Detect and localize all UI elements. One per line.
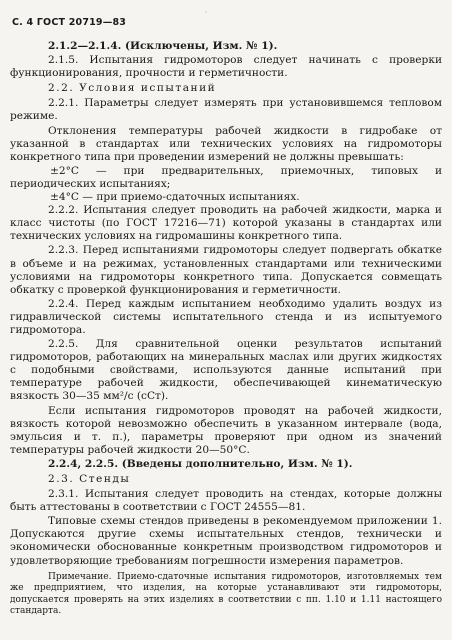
- tolerance-4c: ±4°С — при приемо-сдаточных испытаниях.: [50, 191, 300, 204]
- section-heading-2-3: 2.3. Стенды: [48, 473, 131, 485]
- paragraph-2-2-5: 2.2.5. Для сравнительной оценки результатов испытаний гидромоторов, работающих на минеральных маслах или других жидкостях с подобными свойствами, используются данные испытаний при температуре рабочей жидкости, обеспечивающей кинематическую вязкость 30—35 мм²/с (сСт).: [10, 338, 442, 403]
- page-header: С. 4 ГОСТ 20719—83: [12, 17, 127, 28]
- note-paragraph: Примечание. Приемо-сдаточные испытания гидромоторов, изготовляемых тем же предприятием, что изделия, на которые устанавливают эти гидромоторы, допускается проверять на этих изделиях в соответствии с пп. 1.10 и 1.11 настоящего стандарта.: [10, 571, 442, 617]
- paragraph-2-1-5: 2.1.5. Испытания гидромоторов следует начинать с проверки функционирования, прочности и герметичности.: [10, 54, 442, 80]
- paragraph-temperature-deviation: Отклонения температуры рабочей жидкости в гидробаке от указанной в стандартах или технических условиях на гидромоторы конкретного типа при проведении измерений не должны превышать:: [10, 124, 442, 163]
- paragraph-2-1-2: 2.1.2—2.1.4. (Исключены, Изм. № 1).: [48, 40, 278, 52]
- section-heading-2-2: 2.2. Условия испытаний: [48, 82, 217, 95]
- paragraph-amendment: 2.2.4, 2.2.5. (Введены дополнительно, Изм. № 1).: [48, 457, 353, 470]
- paragraph-2-2-3: 2.2.3. Перед испытаниями гидромоторы следует подвергать обкатке в объеме и на режимах, установленных стандартами или техническими условиями на гидромоторы конкретного типа. Допускается совмещать обкатку с проверкой функционирования и герметичности.: [10, 244, 442, 296]
- paragraph-2-2-4: 2.2.4. Перед каждым испытанием необходимо удалить воздух из гидравлической системы испытательного стенда и из испытуемого гидромотора.: [10, 297, 442, 336]
- paragraph-viscosity: Если испытания гидромоторов проводят на рабочей жидкости, вязкость которой невозможно обеспечить в указанном интервале (вода, эмульсия и т. п.), параметры проверяют при одном из значений температуры рабочей жидкости 20—50°С.: [10, 404, 442, 456]
- paragraph-2-3-1: 2.3.1. Испытания следует проводить на стендах, которые должны быть аттестованы в соответствии с ГОСТ 24555—81.: [10, 488, 442, 514]
- paragraph-typical-schemes: Типовые схемы стендов приведены в рекомендуемом приложении 1. Допускаются другие схемы испытательных стендов, технически и экономически обоснованные конкретным производством гидромоторов и удовлетворяющие требованиям погрешности измерения параметров.: [10, 515, 442, 567]
- paragraph-2-2-1: 2.2.1. Параметры следует измерять при установившемся тепловом режиме.: [10, 97, 442, 123]
- scan-mark: ˎ: [205, 6, 207, 13]
- paragraph-2-2-2: 2.2.2. Испытания следует проводить на рабочей жидкости, марка и класс чистоты (по ГОСТ 17216—71) которой указаны в стандартах или технических условиях на гидромашины конкретного типа.: [10, 204, 442, 243]
- document-body: [10, 40, 442, 618]
- tolerance-2c: ±2°С — при предварительных, приемочных, типовых и периодических испытаниях;: [10, 164, 442, 190]
